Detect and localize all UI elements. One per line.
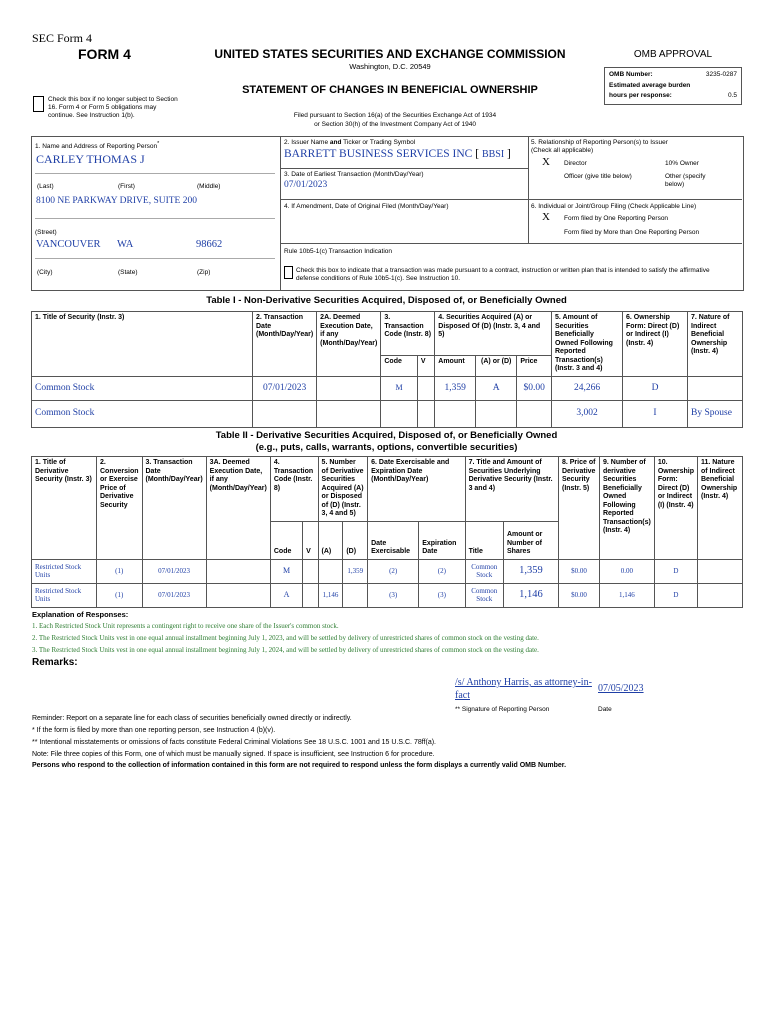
table2-title: Table II - Derivative Securities Acquired, Disposed of, or Beneficially Owned: [215, 430, 558, 441]
t2-h-expiration: Expiration Date: [419, 521, 465, 559]
t1-h-amount: Amount: [435, 355, 476, 376]
commission-location: Washington, D.C. 20549: [349, 62, 431, 71]
t1-r0-price: $0.00: [517, 376, 552, 400]
earliest-date-value: 07/01/2023: [284, 180, 328, 190]
relationship-label: 5. Relationship of Reporting Person(s) to Issuer: [531, 139, 668, 146]
street-address: 8100 NE PARKWAY DRIVE, SUITE 200: [36, 196, 197, 206]
table2-subtitle: (e.g., puts, calls, warrants, options, convertible securities): [255, 442, 518, 453]
t2-r1-price: $0.00: [558, 583, 599, 607]
t2-r1-conv: (1): [97, 583, 143, 607]
footer-multiple: * If the form is filed by more than one reporting person, see Instruction 4 (b)(v).: [32, 727, 276, 734]
t1-r1-price: [517, 400, 552, 427]
table2: [31, 456, 743, 608]
middle-label: (Middle): [197, 183, 221, 190]
t2-h-date-ex: Date Exercisable: [368, 521, 419, 559]
t1-r1-v: [417, 400, 434, 427]
explanation-item-1: 1. Each Restricted Stock Unit represents a contingent right to receive one share of the Issuer's common stock.: [32, 622, 339, 630]
rule-label: Rule 10b5-1(c) Transaction Indication: [284, 248, 393, 255]
relationship-sublabel: (Check all applicable): [531, 147, 594, 154]
t1-r0-code: M: [381, 376, 418, 400]
t2-r1-v: [303, 583, 318, 607]
t2-h-deemed: 3A. Deemed Execution Date, if any (Month/Day/Year): [206, 457, 270, 560]
first-label: (First): [118, 183, 135, 190]
t1-h-price: Price: [517, 355, 552, 376]
t1-r0-date: 07/01/2023: [253, 376, 317, 400]
t2-r1-exp: (3): [419, 583, 465, 607]
t1-r0-title: Common Stock: [32, 376, 253, 400]
t1-r0-aord: A: [476, 376, 517, 400]
t2-h-conversion: 2. Conversion or Exercise Price of Derivative Security: [97, 457, 143, 560]
t2-r0-date: 07/01/2023: [142, 559, 206, 583]
city-label: (City): [37, 269, 53, 276]
signature-value: /s/ Anthony Harris, as attorney-in-fact: [455, 677, 592, 701]
no-longer-subject-checkbox[interactable]: [33, 96, 44, 112]
explanation-item-3: 3. The Restricted Stock Units vest in one equal annual installment beginning July 1, 2024, and will be settled by delivery of unrestricted shares of common stock on the vesting date.: [32, 646, 539, 654]
amendment-label: 4. If Amendment, Date of Original Filed (Month/Day/Year): [284, 203, 449, 210]
ticker-symbol: BBSI: [481, 149, 505, 160]
t2-h-code: 4. Transaction Code (Instr. 8): [270, 457, 318, 522]
t2-r0-owned: 0.00: [599, 559, 654, 583]
one-person-x-mark[interactable]: X: [542, 211, 550, 223]
t1-r1-code: [381, 400, 418, 427]
commission-title: UNITED STATES SECURITIES AND EXCHANGE COMMISSION: [214, 47, 566, 61]
t1-r1-form: I: [623, 400, 688, 427]
footer-misstatements: ** Intentional misstatements or omissions of facts constitute Federal Criminal Violations See 18 U.S.C. 1001 and 15 U.S.C. 78ff(a).: [32, 739, 436, 746]
filing-label: 6. Individual or Joint/Group Filing (Check Applicable Line): [531, 203, 697, 210]
t2-r0-exp: (2): [419, 559, 465, 583]
state-value: WA: [117, 239, 134, 250]
t2-r0-conv: (1): [97, 559, 143, 583]
explanation-item-2: 2. The Restricted Stock Units vest in one equal annual installment beginning July 1, 2023, and will be settled by delivery of unrestricted shares of common stock on the vesting date.: [32, 634, 539, 642]
t2-r1-title: Restricted Stock Units: [32, 583, 97, 607]
sec-form-label: SEC Form 4: [32, 31, 93, 45]
ten-percent-owner-label: 10% Owner: [665, 160, 699, 167]
t2-h-number: 5. Number of Derivative Securities Acquired (A) or Disposed of (D) (Instr. 3, 4 and 5): [318, 457, 368, 522]
t2-h-owned: 9. Number of derivative Securities Beneficially Owned Following Reported Transaction(s) (Instr. 4): [599, 457, 654, 560]
checkbox-instruction: Check this box if no longer subject to Section 16. Form 4 or Form 5 obligations may continue. See Instruction 1(b).: [48, 96, 178, 119]
t1-h-securities: 4. Securities Acquired (A) or Disposed Of (D) (Instr. 3, 4 and 5): [435, 312, 552, 356]
form-title: FORM 4: [78, 46, 131, 62]
t2-r1-deemed: [206, 583, 270, 607]
explanation-title: Explanation of Responses:: [32, 610, 129, 619]
t2-r0-deemed: [206, 559, 270, 583]
rule-10b5-checkbox[interactable]: [284, 266, 293, 279]
t2-h-date: 3. Transaction Date (Month/Day/Year): [142, 457, 206, 560]
earliest-date-label: 3. Date of Earliest Transaction (Month/Day/Year): [284, 171, 424, 178]
t2-r1-code: A: [270, 583, 302, 607]
date-label: Date: [598, 706, 612, 713]
t2-r1-form: D: [654, 583, 697, 607]
omb-burden-label: Estimated average burden: [609, 82, 691, 89]
t2-h-a: (A): [318, 521, 343, 559]
t2-h-d: (D): [343, 521, 368, 559]
footer-omb-notice: Persons who respond to the collection of information contained in this form are not required to respond unless the form displays a currently valid OMB Number.: [32, 762, 567, 769]
t2-h-exercisable: 6. Date Exercisable and Expiration Date (Month/Day/Year): [368, 457, 465, 522]
reporting-person-name: CARLEY THOMAS J: [36, 152, 145, 166]
t2-r0-code: M: [270, 559, 302, 583]
t1-r0-form: D: [623, 376, 688, 400]
issuer-name: BARRETT BUSINESS SERVICES INC [ BBSI ]: [284, 148, 511, 160]
t1-h-amount-owned: 5. Amount of Securities Beneficially Owned Following Reported Transaction(s) (Instr. 3 and 4): [552, 312, 623, 377]
t1-r1-deemed: [317, 400, 381, 427]
omb-box: [604, 67, 742, 105]
state-label: (State): [118, 269, 138, 276]
t1-r0-owned: 24,266: [552, 376, 623, 400]
last-label: (Last): [37, 183, 54, 190]
t2-h-price: 8. Price of Derivative Security (Instr. 5): [558, 457, 599, 560]
t2-h-amt: Amount or Number of Shares: [503, 521, 558, 559]
t1-h-nature: 7. Nature of Indirect Beneficial Ownership (Instr. 4): [688, 312, 743, 377]
table1-title: Table I - Non-Derivative Securities Acquired, Disposed of, or Beneficially Owned: [206, 295, 567, 306]
table-row: [32, 400, 743, 427]
t2-r0-title: Restricted Stock Units: [32, 559, 97, 583]
zip-value: 98662: [196, 239, 223, 250]
t1-r0-nature: [688, 376, 743, 400]
omb-hours-label: hours per response:: [609, 92, 672, 99]
t2-h-underlying: 7. Title and Amount of Securities Underlying Derivative Security (Instr. 3 and 4): [465, 457, 558, 522]
zip-label: (Zip): [197, 269, 211, 276]
t2-r0-form: D: [654, 559, 697, 583]
rule-text: Check this box to indicate that a transaction was made pursuant to a contract, instruction or written plan that is intended to satisfy the affirmative defense conditions of Rule 10b5-1(c). See Instruction 10.: [296, 267, 710, 282]
signature-label: ** Signature of Reporting Person: [455, 706, 550, 713]
t2-r0-amt: 1,359: [503, 559, 558, 583]
omb-approval-title: OMB APPROVAL: [633, 49, 713, 60]
t2-h-form: 10. Ownership Form: Direct (D) or Indirect (I) (Instr. 4): [654, 457, 697, 560]
omb-hours-value: 0.5: [727, 92, 737, 99]
t1-h-code: 3. Transaction Code (Instr. 8): [381, 312, 435, 356]
t1-r0-amount: 1,359: [435, 376, 476, 400]
t1-r0-deemed: [317, 376, 381, 400]
t2-r0-a: [318, 559, 343, 583]
footer-reminder: Reminder: Report on a separate line for each class of securities beneficially owned directly or indirectly.: [32, 715, 352, 722]
table-row: [32, 583, 743, 607]
street-label: (Street): [35, 229, 57, 236]
director-label: Director: [564, 160, 587, 167]
t2-r0-nature: [698, 559, 743, 583]
t2-r0-v: [303, 559, 318, 583]
t2-r0-d: 1,359: [343, 559, 368, 583]
t2-r1-ttl: Common Stock: [465, 583, 503, 607]
table1: [31, 311, 743, 428]
t2-r1-amt: 1,146: [503, 583, 558, 607]
t2-h-v: V: [303, 521, 318, 559]
t2-r1-d: [343, 583, 368, 607]
reporting-person-label: 1. Name and Address of Reporting Person*: [35, 141, 160, 151]
table-row: [32, 559, 743, 583]
t2-r0-ttl: Common Stock: [465, 559, 503, 583]
other-label: Other (specify below): [665, 173, 706, 188]
t1-h-code-sub: Code: [381, 355, 418, 376]
filed-pursuant-line1: Filed pursuant to Section 16(a) of the Securities Exchange Act of 1934: [293, 112, 497, 119]
t1-h-aord: (A) or (D): [476, 355, 517, 376]
t1-h-title: 1. Title of Security (Instr. 3): [32, 312, 253, 377]
t1-h-deemed: 2A. Deemed Execution Date, if any (Month/Day/Year): [317, 312, 381, 377]
t2-r1-nature: [698, 583, 743, 607]
officer-label: Officer (give title below): [564, 173, 632, 180]
t1-r1-aord: [476, 400, 517, 427]
t2-h-nature: 11. Nature of Indirect Beneficial Ownership (Instr. 4): [698, 457, 743, 560]
t1-h-date: 2. Transaction Date (Month/Day/Year): [253, 312, 317, 377]
multiple-persons-label: Form filed by More than One Reporting Person: [564, 229, 700, 236]
issuer-label: 2. Issuer Name and Ticker or Trading Symbol: [284, 139, 416, 146]
t2-h-title: 1. Title of Derivative Security (Instr. 3): [32, 457, 97, 560]
t1-r1-amount: [435, 400, 476, 427]
director-x-mark[interactable]: X: [542, 156, 550, 168]
t2-r1-ex: (3): [368, 583, 419, 607]
t1-r0-v: [417, 376, 434, 400]
table-row: [32, 376, 743, 400]
t2-r0-price: $0.00: [558, 559, 599, 583]
statement-title: STATEMENT OF CHANGES IN BENEFICIAL OWNERSHIP: [242, 84, 538, 96]
t1-r1-title: Common Stock: [32, 400, 253, 427]
city-value: VANCOUVER: [36, 239, 101, 250]
t2-h-code-sub: Code: [270, 521, 302, 559]
remarks-title: Remarks:: [32, 657, 78, 668]
t1-h-ownership-form: 6. Ownership Form: Direct (D) or Indirect (I) (Instr. 4): [623, 312, 688, 377]
t1-r1-owned: 3,002: [552, 400, 623, 427]
footer-note: Note: File three copies of this Form, one of which must be manually signed. If space is insufficient, see Instruction 6 for procedure.: [32, 751, 435, 758]
t2-r1-a: 1,146: [318, 583, 343, 607]
signature-date: 07/05/2023: [598, 683, 644, 694]
t2-r1-date: 07/01/2023: [142, 583, 206, 607]
t1-h-v: V: [417, 355, 434, 376]
omb-number-value: 3235-0287: [705, 71, 737, 78]
t2-r0-ex: (2): [368, 559, 419, 583]
t1-r1-nature: By Spouse: [688, 400, 743, 427]
t1-r1-date: [253, 400, 317, 427]
t2-r1-owned: 1,146: [599, 583, 654, 607]
one-person-label: Form filed by One Reporting Person: [564, 215, 669, 222]
omb-number-label: OMB Number:: [609, 71, 653, 78]
t2-h-ttl: Title: [465, 521, 503, 559]
filed-pursuant-line2: or Section 30(h) of the Investment Company Act of 1940: [314, 121, 476, 128]
